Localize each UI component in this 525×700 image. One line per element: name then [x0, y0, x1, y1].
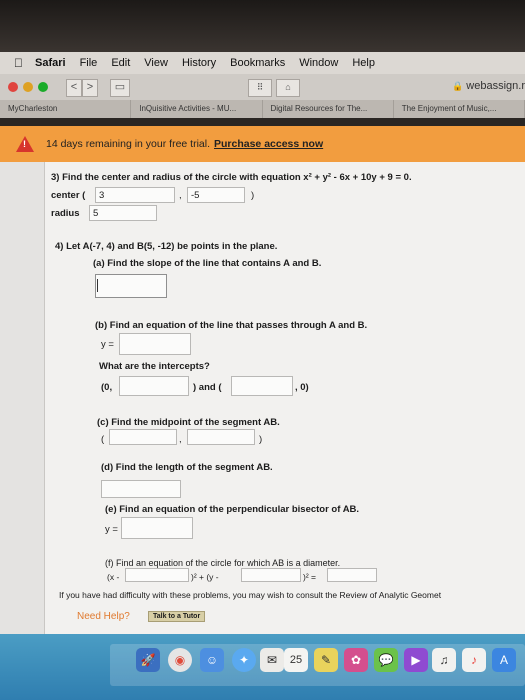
- top-sites-icon[interactable]: ⠿: [248, 79, 272, 97]
- forward-button[interactable]: >: [82, 79, 98, 97]
- y-intercept-open: (0,: [101, 382, 113, 393]
- bisector-equation-input[interactable]: [121, 517, 193, 539]
- q4-prompt: 4) Let A(-7, 4) and B(5, -12) be points in the plane.: [55, 241, 278, 252]
- q4a-prompt: (a) Find the slope of the line that contains A and B.: [93, 258, 322, 269]
- q4f-prompt: (f) Find an equation of the circle for which AB is a diameter.: [105, 558, 341, 568]
- circle-r2-input[interactable]: [327, 568, 377, 582]
- center-y-input[interactable]: -5: [187, 187, 245, 203]
- circle-k-input[interactable]: [241, 568, 301, 582]
- browser-toolbar: [0, 74, 525, 100]
- length-input[interactable]: [101, 480, 181, 498]
- center-comma: ,: [179, 190, 182, 201]
- url-text: webassign.r: [466, 80, 525, 92]
- address-bar[interactable]: [452, 80, 525, 92]
- q4c-prompt: (c) Find the midpoint of the segment AB.: [97, 417, 280, 428]
- mail-icon[interactable]: ✉: [260, 648, 284, 672]
- back-button[interactable]: <: [66, 79, 82, 97]
- share-icon[interactable]: ⌂: [276, 79, 300, 97]
- radius-label: radius: [51, 208, 80, 219]
- intercepts-prompt: What are the intercepts?: [99, 361, 210, 372]
- midpoint-comma: ,: [179, 434, 182, 445]
- minimize-window-button[interactable]: [23, 82, 33, 92]
- close-window-button[interactable]: [8, 82, 18, 92]
- screen-bezel: [0, 0, 525, 52]
- q4b-y-label: y =: [101, 339, 114, 350]
- x-intercept-close: , 0): [295, 382, 309, 393]
- tab-inquisitive[interactable]: InQuisitive Activities - MU...: [131, 100, 262, 118]
- midpoint-x-input[interactable]: [109, 429, 177, 445]
- menu-file[interactable]: File: [70, 57, 89, 69]
- menu-window[interactable]: Window: [290, 57, 330, 69]
- menu-view[interactable]: View: [135, 57, 159, 69]
- question-panel: [44, 162, 525, 634]
- intercept-and: ) and (: [193, 382, 222, 393]
- dock: [0, 634, 525, 700]
- circle-end-label: )² =: [303, 572, 316, 582]
- x-intercept-input[interactable]: [231, 376, 293, 396]
- line-equation-input[interactable]: [119, 333, 191, 355]
- q4b-prompt: (b) Find an equation of the line that passes through A and B.: [95, 320, 368, 331]
- q4e-prompt: (e) Find an equation of the perpendicular bisector of AB.: [105, 504, 360, 515]
- circle-mid-label: )² + (y -: [191, 572, 219, 582]
- calendar-icon[interactable]: 25: [284, 648, 308, 672]
- apple-icon[interactable]: [14, 56, 23, 70]
- circle-h-input[interactable]: [125, 568, 189, 582]
- trial-text: 14 days remaining in your free trial.: [46, 138, 210, 150]
- menu-safari[interactable]: Safari: [26, 57, 57, 69]
- center-close: ): [251, 190, 255, 201]
- itunes-icon[interactable]: ♪: [462, 648, 486, 672]
- menu-help[interactable]: Help: [343, 57, 366, 69]
- sidebar-toggle-icon[interactable]: ▭: [110, 79, 130, 97]
- menu-bar: [0, 52, 525, 74]
- launchpad-icon[interactable]: 🚀: [136, 648, 160, 672]
- q4e-y-label: y =: [105, 524, 118, 535]
- tab-mycharleston[interactable]: MyCharleston: [0, 100, 131, 118]
- slope-input[interactable]: [95, 274, 167, 298]
- midpoint-y-input[interactable]: [187, 429, 255, 445]
- radius-input[interactable]: 5: [89, 205, 157, 221]
- circle-x-label: (x -: [107, 572, 120, 582]
- zoom-window-button[interactable]: [38, 82, 48, 92]
- text-cursor: [97, 279, 98, 292]
- chrome-icon[interactable]: ◉: [168, 648, 192, 672]
- center-x-input[interactable]: 3: [95, 187, 175, 203]
- menu-edit[interactable]: Edit: [102, 57, 122, 69]
- notes-icon[interactable]: ✎: [314, 648, 338, 672]
- y-intercept-input[interactable]: [119, 376, 189, 396]
- messages-icon[interactable]: 💬: [374, 648, 398, 672]
- photos-icon[interactable]: ✿: [344, 648, 368, 672]
- center-label: center (: [51, 190, 86, 201]
- need-help-label: Need Help?: [77, 611, 130, 622]
- music-icon[interactable]: ♫: [432, 648, 456, 672]
- app-store-icon[interactable]: A: [492, 648, 516, 672]
- midpoint-close: ): [259, 434, 263, 445]
- warning-icon: !: [16, 136, 34, 152]
- trial-banner: [0, 126, 525, 162]
- lock-icon: 🔒: [452, 81, 464, 91]
- midpoint-open: (: [101, 434, 105, 445]
- q4d-prompt: (d) Find the length of the segment AB.: [101, 462, 273, 473]
- review-note: If you have had difficulty with these problems, you may wish to consult the Review of Analytic Geomet: [59, 590, 442, 600]
- tab-digital-resources[interactable]: Digital Resources for The...: [263, 100, 394, 118]
- tab-enjoyment-of-music[interactable]: The Enjoyment of Music,...: [394, 100, 525, 118]
- purchase-link[interactable]: Purchase access now: [214, 138, 324, 150]
- talk-to-tutor-button[interactable]: Talk to a Tutor: [148, 611, 205, 622]
- facetime-icon[interactable]: ▶: [404, 648, 428, 672]
- tab-bar: [0, 100, 525, 118]
- q3-prompt: 3) Find the center and radius of the circle with equation x² + y² - 6x + 10y + 9 = 0.: [51, 172, 412, 183]
- window-controls: [8, 82, 48, 92]
- safari-icon[interactable]: ✦: [232, 648, 256, 672]
- page-content: [0, 162, 525, 634]
- menu-history[interactable]: History: [172, 57, 208, 69]
- menu-bookmarks[interactable]: Bookmarks: [221, 57, 277, 69]
- finder-icon[interactable]: ☺: [200, 648, 224, 672]
